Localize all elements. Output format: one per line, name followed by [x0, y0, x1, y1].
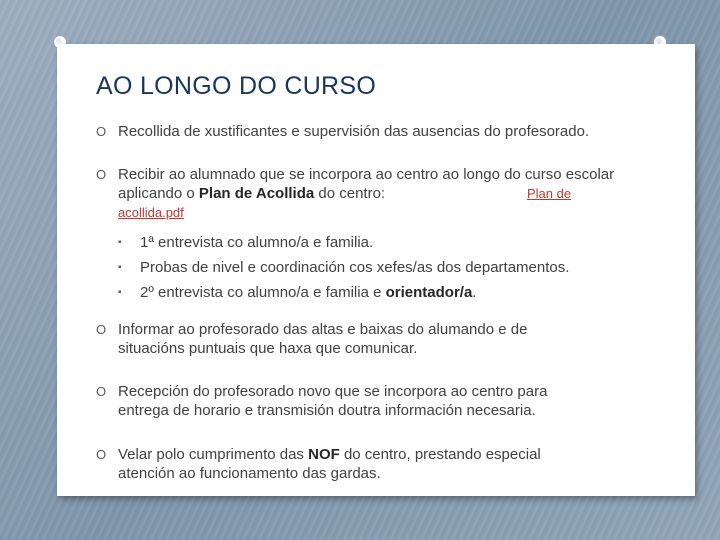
bold-term: Plan de Acollida [198, 185, 315, 202]
bullet-item [96, 382, 586, 420]
sub-bullet-item [118, 233, 373, 252]
sub-bullet-marker: ▪ [118, 287, 122, 298]
bullet-text: Recepción do profesorado novo que se incorpora ao centro para entrega de horario e transmisión doutra información necesaria. [118, 383, 548, 419]
bold-term: orientador/a [385, 284, 473, 301]
bullet-text: Velar polo cumprimento das NOF do centro, prestando especial atención ao funcionamento das gardas. [118, 446, 541, 482]
sub-bullet-marker: ▪ [118, 262, 122, 273]
sub-bullet-item [118, 258, 569, 277]
sub-bullet-text: 2º entrevista co alumno/a e familia e orientador/a. [140, 284, 477, 301]
bullet-text: Informar ao profesorado das altas e baixas do alumando e de situacións puntuais que haxa que comunicar. [118, 321, 528, 357]
bullet-item [96, 445, 586, 483]
bullet-marker: O [96, 167, 107, 182]
bullet-item [96, 320, 576, 358]
bullet-marker: O [96, 447, 107, 462]
sub-bullet-marker: ▪ [118, 237, 122, 248]
sub-bullet-text: 1ª entrevista co alumno/a e familia. [140, 234, 374, 251]
plan-de-acollida-link-file[interactable]: acollida.pdf [118, 205, 184, 220]
bullet-text: Recollida de xustificantes e supervisión das ausencias do profesorado. [118, 123, 590, 140]
bold-term: NOF [308, 446, 340, 463]
bullet-marker: O [96, 124, 107, 139]
sub-bullet-item [118, 283, 476, 302]
bullet-marker: O [96, 322, 107, 337]
bullet-marker: O [96, 384, 107, 399]
bullet-item [96, 122, 656, 141]
slide-title: AO LONGO DO CURSO [96, 72, 377, 100]
bullet-text: Recibir ao alumnado que se incorpora ao centro ao longo do curso escolar aplicando o Plan de Acollida do centro: [118, 166, 615, 202]
sub-bullet-text: Probas de nivel e coordinación cos xefes/as dos departamentos. [140, 259, 570, 276]
plan-de-acollida-link[interactable]: Plan de [527, 186, 572, 201]
